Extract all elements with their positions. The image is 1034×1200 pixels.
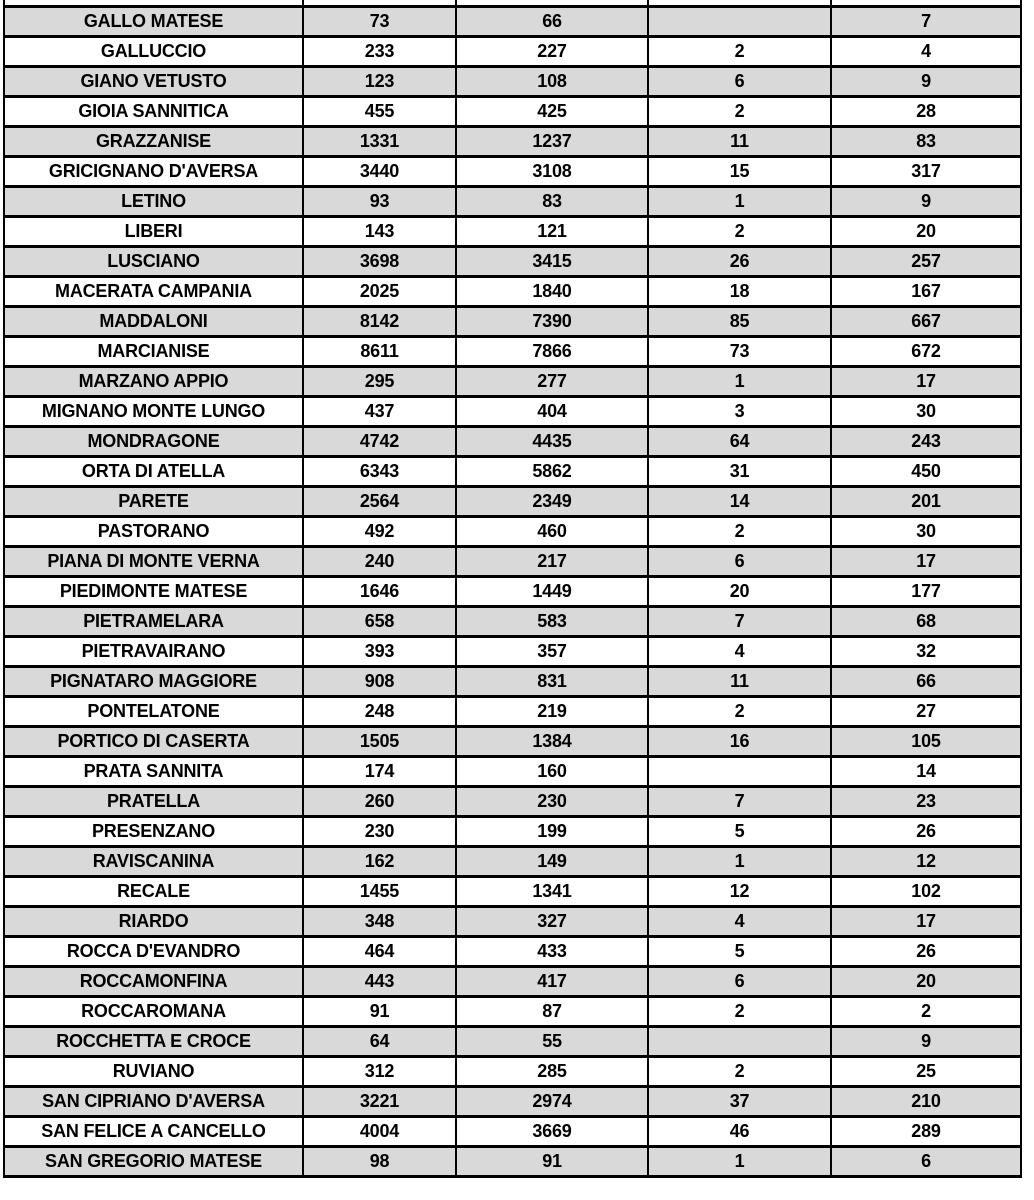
value-cell: 831 — [456, 667, 648, 697]
value-cell: 658 — [303, 607, 456, 637]
municipality-cell: PIGNATARO MAGGIORE — [4, 667, 303, 697]
value-cell: 12 — [831, 847, 1021, 877]
value-cell: 93 — [303, 187, 456, 217]
value-cell: 3221 — [303, 1087, 456, 1117]
value-cell: 2564 — [303, 487, 456, 517]
value-cell: 3669 — [456, 1117, 648, 1147]
value-cell: 143 — [303, 217, 456, 247]
value-cell: 18 — [648, 277, 831, 307]
value-cell: 1237 — [456, 127, 648, 157]
value-cell: 1 — [648, 1147, 831, 1177]
municipality-cell: GALLO MATESE — [4, 7, 303, 37]
table-row — [4, 337, 1021, 367]
value-cell: 199 — [456, 817, 648, 847]
table-row — [4, 637, 1021, 667]
value-cell: 121 — [456, 217, 648, 247]
table-row — [4, 217, 1021, 247]
municipality-cell: PASTORANO — [4, 517, 303, 547]
municipality-cell: ROCCAMONFINA — [4, 967, 303, 997]
value-cell: 26 — [831, 937, 1021, 967]
municipality-cell: PIETRAVAIRANO — [4, 637, 303, 667]
value-cell: 425 — [456, 97, 648, 127]
municipality-cell: GALLUCCIO — [4, 37, 303, 67]
value-cell: 433 — [456, 937, 648, 967]
value-cell: 1 — [648, 367, 831, 397]
value-cell: 16 — [648, 727, 831, 757]
value-cell: 289 — [831, 1117, 1021, 1147]
value-cell: 277 — [456, 367, 648, 397]
value-cell — [648, 1027, 831, 1057]
table-row — [4, 37, 1021, 67]
value-cell: 14 — [831, 757, 1021, 787]
value-cell: 8142 — [303, 307, 456, 337]
value-cell: 7866 — [456, 337, 648, 367]
value-cell: 85 — [648, 307, 831, 337]
value-cell: 233 — [303, 37, 456, 67]
municipality-table — [3, 0, 1022, 1178]
value-cell: 7 — [831, 7, 1021, 37]
value-cell: 20 — [831, 217, 1021, 247]
value-cell: 3 — [648, 397, 831, 427]
table-row — [4, 547, 1021, 577]
value-cell: 6343 — [303, 457, 456, 487]
municipality-cell: MARCIANISE — [4, 337, 303, 367]
value-cell: 98 — [303, 1147, 456, 1177]
value-cell: 260 — [303, 787, 456, 817]
value-cell: 312 — [303, 1057, 456, 1087]
value-cell: 240 — [303, 547, 456, 577]
value-cell: 2 — [648, 1057, 831, 1087]
value-cell: 32 — [831, 637, 1021, 667]
value-cell: 3415 — [456, 247, 648, 277]
value-cell: 6 — [648, 67, 831, 97]
value-cell: 66 — [456, 7, 648, 37]
value-cell: 11 — [648, 667, 831, 697]
value-cell: 174 — [303, 757, 456, 787]
municipality-cell: SAN CIPRIANO D'AVERSA — [4, 1087, 303, 1117]
value-cell: 1384 — [456, 727, 648, 757]
table-row — [4, 967, 1021, 997]
value-cell: 55 — [456, 1027, 648, 1057]
value-cell: 667 — [831, 307, 1021, 337]
value-cell: 2974 — [456, 1087, 648, 1117]
value-cell: 4 — [831, 37, 1021, 67]
table-row — [4, 727, 1021, 757]
table-row — [4, 187, 1021, 217]
value-cell: 149 — [456, 847, 648, 877]
value-cell: 5862 — [456, 457, 648, 487]
value-cell: 3108 — [456, 157, 648, 187]
municipality-cell: PIANA DI MONTE VERNA — [4, 547, 303, 577]
municipality-cell: LETINO — [4, 187, 303, 217]
value-cell: 37 — [648, 1087, 831, 1117]
table-row — [4, 1057, 1021, 1087]
municipality-cell: SAN FELICE A CANCELLO — [4, 1117, 303, 1147]
value-cell: 23 — [831, 787, 1021, 817]
value-cell: 7390 — [456, 307, 648, 337]
table-row — [4, 277, 1021, 307]
value-cell: 162 — [303, 847, 456, 877]
value-cell — [648, 757, 831, 787]
value-cell: 17 — [831, 367, 1021, 397]
municipality-cell: PORTICO DI CASERTA — [4, 727, 303, 757]
value-cell: 2349 — [456, 487, 648, 517]
value-cell: 2 — [648, 517, 831, 547]
table-row — [4, 607, 1021, 637]
municipality-cell: ROCCA D'EVANDRO — [4, 937, 303, 967]
value-cell: 73 — [303, 7, 456, 37]
value-cell: 108 — [456, 67, 648, 97]
value-cell: 1449 — [456, 577, 648, 607]
value-cell: 46 — [648, 1117, 831, 1147]
value-cell: 327 — [456, 907, 648, 937]
municipality-cell: PRATELLA — [4, 787, 303, 817]
municipality-cell: MADDALONI — [4, 307, 303, 337]
value-cell: 2 — [648, 697, 831, 727]
value-cell: 27 — [831, 697, 1021, 727]
value-cell: 5 — [648, 937, 831, 967]
municipality-cell: GIOIA SANNITICA — [4, 97, 303, 127]
value-cell: 91 — [303, 997, 456, 1027]
value-cell: 1840 — [456, 277, 648, 307]
value-cell: 7 — [648, 787, 831, 817]
table-body — [4, 0, 1021, 1177]
municipality-cell: MACERATA CAMPANIA — [4, 277, 303, 307]
value-cell: 25 — [831, 1057, 1021, 1087]
value-cell: 201 — [831, 487, 1021, 517]
municipality-cell: PIEDIMONTE MATESE — [4, 577, 303, 607]
value-cell: 2 — [648, 97, 831, 127]
table-row — [4, 757, 1021, 787]
municipality-cell: RAVISCANINA — [4, 847, 303, 877]
value-cell: 15 — [648, 157, 831, 187]
value-cell: 20 — [831, 967, 1021, 997]
table-row — [4, 427, 1021, 457]
value-cell: 4004 — [303, 1117, 456, 1147]
table-row — [4, 67, 1021, 97]
value-cell: 4 — [648, 907, 831, 937]
table-row — [4, 1147, 1021, 1177]
value-cell: 83 — [456, 187, 648, 217]
value-cell: 9 — [831, 67, 1021, 97]
table-row — [4, 907, 1021, 937]
value-cell: 26 — [648, 247, 831, 277]
value-cell: 20 — [648, 577, 831, 607]
municipality-cell: SAN GREGORIO MATESE — [4, 1147, 303, 1177]
value-cell: 2025 — [303, 277, 456, 307]
table-row — [4, 157, 1021, 187]
table-row — [4, 847, 1021, 877]
value-cell: 2 — [648, 997, 831, 1027]
table-row — [4, 817, 1021, 847]
table-row — [4, 667, 1021, 697]
table-row — [4, 127, 1021, 157]
value-cell: 102 — [831, 877, 1021, 907]
municipality-cell: LIBERI — [4, 217, 303, 247]
value-cell: 160 — [456, 757, 648, 787]
value-cell: 64 — [648, 427, 831, 457]
value-cell: 1 — [648, 187, 831, 217]
value-cell: 73 — [648, 337, 831, 367]
value-cell: 1505 — [303, 727, 456, 757]
value-cell: 5 — [648, 817, 831, 847]
table-row — [4, 307, 1021, 337]
value-cell — [648, 7, 831, 37]
value-cell: 583 — [456, 607, 648, 637]
value-cell: 285 — [456, 1057, 648, 1087]
value-cell: 14 — [648, 487, 831, 517]
value-cell: 31 — [648, 457, 831, 487]
table-row — [4, 397, 1021, 427]
municipality-cell: ROCCAROMANA — [4, 997, 303, 1027]
value-cell: 437 — [303, 397, 456, 427]
value-cell: 230 — [456, 787, 648, 817]
value-cell: 908 — [303, 667, 456, 697]
table-row — [4, 487, 1021, 517]
value-cell: 167 — [831, 277, 1021, 307]
municipality-cell: RUVIANO — [4, 1057, 303, 1087]
municipality-cell: GRAZZANISE — [4, 127, 303, 157]
value-cell: 243 — [831, 427, 1021, 457]
value-cell: 417 — [456, 967, 648, 997]
municipality-cell: PONTELATONE — [4, 697, 303, 727]
municipality-cell: PIETRAMELARA — [4, 607, 303, 637]
value-cell: 443 — [303, 967, 456, 997]
value-cell: 91 — [456, 1147, 648, 1177]
table-row — [4, 517, 1021, 547]
value-cell: 123 — [303, 67, 456, 97]
municipality-cell: RECALE — [4, 877, 303, 907]
municipality-cell: PARETE — [4, 487, 303, 517]
value-cell: 4 — [648, 637, 831, 667]
value-cell: 230 — [303, 817, 456, 847]
table-row — [4, 787, 1021, 817]
value-cell: 464 — [303, 937, 456, 967]
value-cell: 26 — [831, 817, 1021, 847]
value-cell: 317 — [831, 157, 1021, 187]
value-cell: 1331 — [303, 127, 456, 157]
municipality-cell: ROCCHETTA E CROCE — [4, 1027, 303, 1057]
value-cell: 11 — [648, 127, 831, 157]
value-cell: 66 — [831, 667, 1021, 697]
value-cell: 248 — [303, 697, 456, 727]
table-row — [4, 997, 1021, 1027]
value-cell: 210 — [831, 1087, 1021, 1117]
table-row — [4, 97, 1021, 127]
table-row — [4, 247, 1021, 277]
table-row — [4, 1027, 1021, 1057]
value-cell: 83 — [831, 127, 1021, 157]
table-row — [4, 577, 1021, 607]
municipality-cell: RIARDO — [4, 907, 303, 937]
value-cell: 2 — [648, 217, 831, 247]
value-cell: 2 — [831, 997, 1021, 1027]
municipality-cell: MIGNANO MONTE LUNGO — [4, 397, 303, 427]
table-row — [4, 457, 1021, 487]
value-cell: 6 — [648, 547, 831, 577]
municipality-cell: LUSCIANO — [4, 247, 303, 277]
value-cell: 17 — [831, 547, 1021, 577]
value-cell: 64 — [303, 1027, 456, 1057]
municipality-cell: MONDRAGONE — [4, 427, 303, 457]
value-cell: 6 — [648, 967, 831, 997]
value-cell: 257 — [831, 247, 1021, 277]
value-cell: 177 — [831, 577, 1021, 607]
value-cell: 30 — [831, 397, 1021, 427]
value-cell: 1455 — [303, 877, 456, 907]
municipality-cell: GRICIGNANO D'AVERSA — [4, 157, 303, 187]
value-cell: 3698 — [303, 247, 456, 277]
value-cell: 30 — [831, 517, 1021, 547]
value-cell: 4742 — [303, 427, 456, 457]
value-cell: 9 — [831, 187, 1021, 217]
value-cell: 6 — [831, 1147, 1021, 1177]
value-cell: 3440 — [303, 157, 456, 187]
value-cell: 348 — [303, 907, 456, 937]
table-row — [4, 1087, 1021, 1117]
value-cell: 450 — [831, 457, 1021, 487]
table-row — [4, 367, 1021, 397]
value-cell: 1 — [648, 847, 831, 877]
value-cell: 672 — [831, 337, 1021, 367]
municipality-cell: GIANO VETUSTO — [4, 67, 303, 97]
table-row — [4, 697, 1021, 727]
value-cell: 227 — [456, 37, 648, 67]
value-cell: 460 — [456, 517, 648, 547]
value-cell: 295 — [303, 367, 456, 397]
value-cell: 357 — [456, 637, 648, 667]
value-cell: 7 — [648, 607, 831, 637]
value-cell: 404 — [456, 397, 648, 427]
municipality-cell: PRATA SANNITA — [4, 757, 303, 787]
value-cell: 68 — [831, 607, 1021, 637]
table-row — [4, 877, 1021, 907]
value-cell: 9 — [831, 1027, 1021, 1057]
value-cell: 2 — [648, 37, 831, 67]
value-cell: 4435 — [456, 427, 648, 457]
value-cell: 455 — [303, 97, 456, 127]
value-cell: 1341 — [456, 877, 648, 907]
table-row — [4, 7, 1021, 37]
value-cell: 219 — [456, 697, 648, 727]
municipality-cell: PRESENZANO — [4, 817, 303, 847]
municipality-cell: MARZANO APPIO — [4, 367, 303, 397]
value-cell: 12 — [648, 877, 831, 907]
table-row — [4, 937, 1021, 967]
value-cell: 1646 — [303, 577, 456, 607]
value-cell: 87 — [456, 997, 648, 1027]
value-cell: 105 — [831, 727, 1021, 757]
value-cell: 393 — [303, 637, 456, 667]
value-cell: 8611 — [303, 337, 456, 367]
value-cell: 492 — [303, 517, 456, 547]
municipality-cell: ORTA DI ATELLA — [4, 457, 303, 487]
value-cell: 217 — [456, 547, 648, 577]
table-row — [4, 1117, 1021, 1147]
value-cell: 17 — [831, 907, 1021, 937]
value-cell: 28 — [831, 97, 1021, 127]
